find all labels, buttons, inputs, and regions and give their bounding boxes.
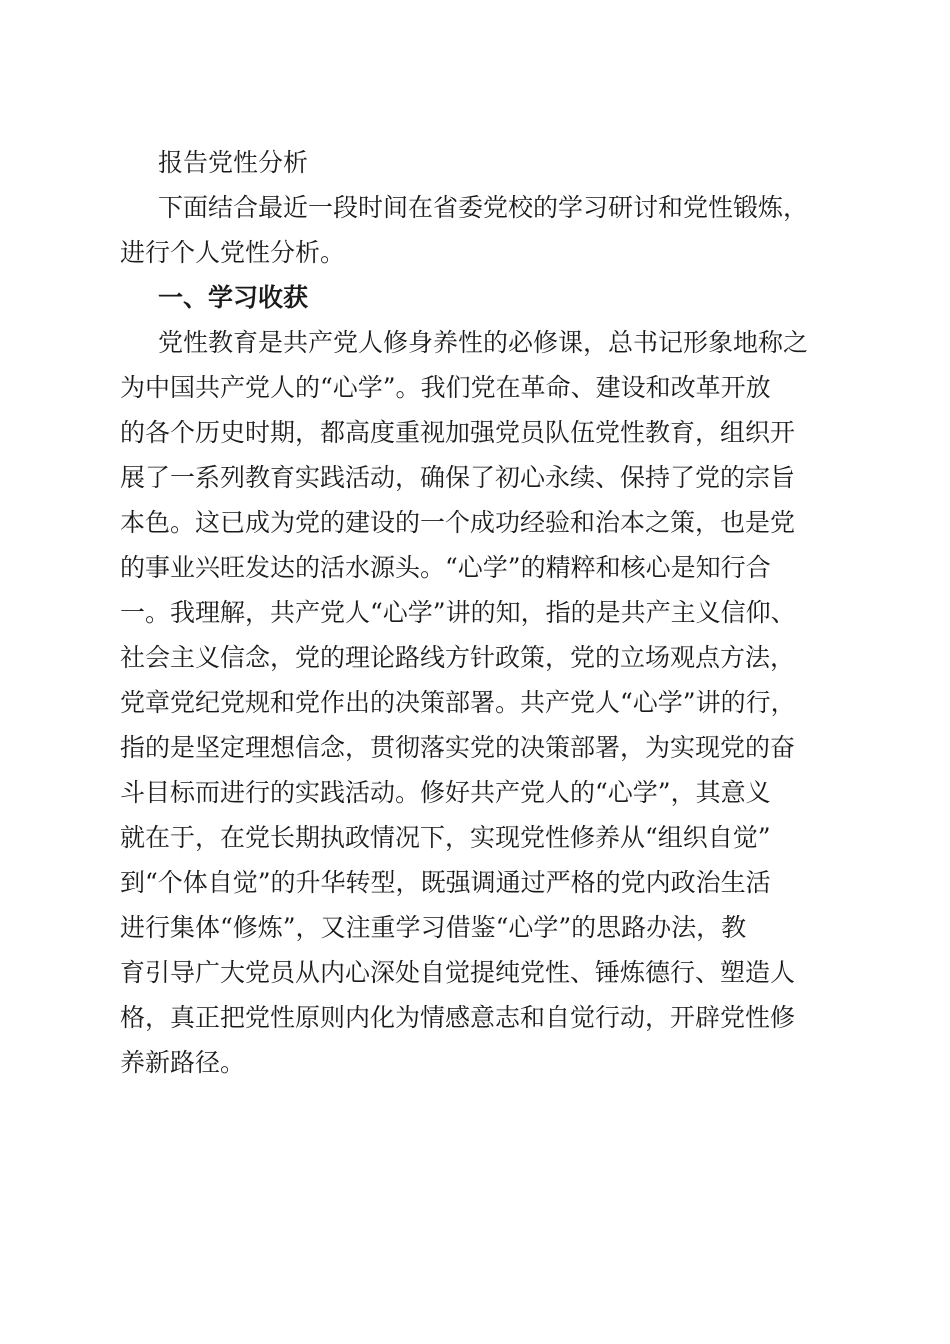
- body-line: 党章党纪党规和党作出的决策部署。共产党人“心学”讲的行，: [120, 688, 796, 717]
- intro-line: 进行个人党性分析。: [120, 238, 346, 267]
- section-heading: 一、学习收获: [158, 283, 309, 312]
- body-line: 的各个历史时期，都高度重视加强党员队伍党性教育，组织开: [120, 418, 796, 447]
- body-line: 育引导广大党员从内心深处自觉提纯党性、锤炼德行、塑造人: [120, 958, 796, 987]
- body-line: 的事业兴旺发达的活水源头。“心学”的精粹和核心是知行合: [120, 553, 771, 582]
- intro-line: 下面结合最近一段时间在省委党校的学习研讨和党性锻炼，: [158, 193, 809, 222]
- body-line: 展了一系列教育实践活动，确保了初心永续、保持了党的宗旨: [120, 463, 796, 492]
- body-line: 到“个体自觉”的升华转型，既强调通过严格的党内政治生活: [120, 868, 771, 897]
- body-line: 党性教育是共产党人修身养性的必修课，总书记形象地称之: [158, 328, 809, 357]
- body-line: 本色。这已成为党的建设的一个成功经验和治本之策，也是党: [120, 508, 796, 537]
- body-line: 为中国共产党人的“心学”。我们党在革命、建设和改革开放: [120, 373, 771, 402]
- body-line: 指的是坚定理想信念，贯彻落实党的决策部署，为实现党的奋: [120, 733, 796, 762]
- body-line: 养新路径。: [120, 1048, 246, 1077]
- body-line: 斗目标而进行的实践活动。修好共产党人的“心学”，其意义: [120, 778, 771, 807]
- body-line: 社会主义信念，党的理论路线方针政策，党的立场观点方法，: [120, 643, 796, 672]
- body-line: 一。我理解，共产党人“心学”讲的知，指的是共产主义信仰、: [120, 598, 796, 627]
- document-title: 报告党性分析: [158, 148, 309, 177]
- body-line: 进行集体“修炼”，又注重学习借鉴“心学”的思路办法，教: [120, 913, 747, 942]
- body-line: 就在于，在党长期执政情况下，实现党性修养从“组织自觉”: [120, 823, 771, 852]
- body-line: 格，真正把党性原则内化为情感意志和自觉行动，开辟党性修: [120, 1003, 796, 1032]
- document-content: [120, 140, 832, 1085]
